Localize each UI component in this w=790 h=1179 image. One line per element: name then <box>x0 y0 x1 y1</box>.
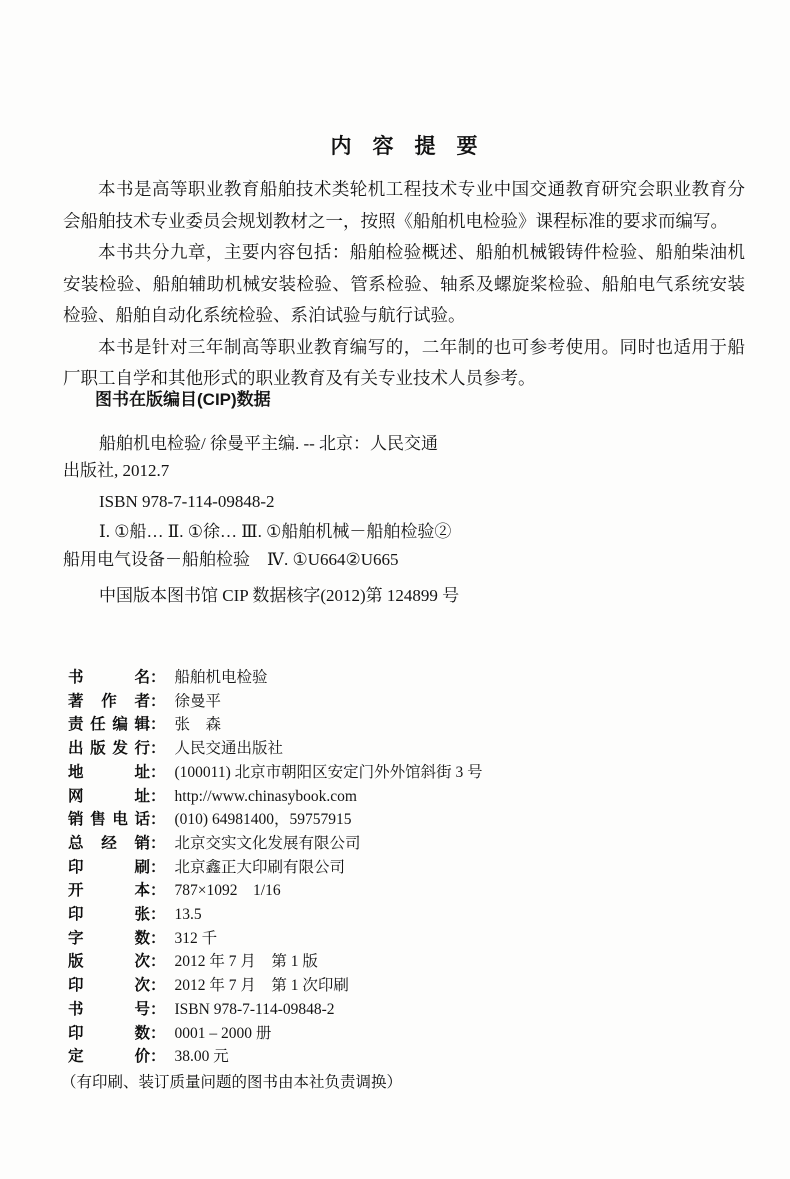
colophon-row <box>68 761 768 785</box>
colophon-label: 开 本 <box>68 882 150 900</box>
colophon-colon: ： <box>150 1024 166 1042</box>
colophon-value: 2012 年 7 月 第 1 版 <box>174 953 318 971</box>
colophon-value: 北京交实文化发展有限公司 <box>174 834 361 852</box>
colophon-row <box>68 1022 768 1046</box>
colophon-label: 书 名 <box>68 669 150 686</box>
colophon-label: 字 数 <box>68 929 150 947</box>
colophon-row <box>68 879 768 903</box>
colophon-label: 出 版 发 行 <box>68 740 150 758</box>
colophon-row <box>68 785 768 809</box>
colophon-row <box>68 927 768 951</box>
colophon-value: ISBN 978-7-114-09848-2 <box>174 1000 335 1018</box>
colophon-value: 787×1092 1/16 <box>174 882 281 900</box>
colophon-row <box>68 950 768 974</box>
colophon-value: 2012 年 7 月 第 1 次印刷 <box>174 977 349 995</box>
colophon-colon: ： <box>150 1000 166 1018</box>
colophon-colon: ： <box>150 669 166 686</box>
colophon-label: 印 张 <box>68 906 150 924</box>
colophon-value: 北京鑫正大印刷有限公司 <box>174 858 346 876</box>
colophon-value: 徐曼平 <box>174 692 222 710</box>
colophon-label: 著 作 者 <box>68 692 150 710</box>
summary-paragraph: 本书是高等职业教育船舶技术类轮机工程技术专业中国交通教育研究会职业教育分会船舶技术专业委员会规划教材之一，按照《船舶机电检验》课程标准的要求而编写。 <box>63 179 745 231</box>
colophon-colon: ： <box>150 953 166 971</box>
colophon-value: http://www.chinasybook.com <box>174 787 357 805</box>
colophon-colon: ： <box>150 787 166 805</box>
cip-block <box>63 386 745 610</box>
colophon-row <box>68 903 768 927</box>
colophon-note: （有印刷、装订质量问题的图书由本社负责调换） <box>61 1073 403 1091</box>
cip-classification-line: 船用电气设备－船舶检验 Ⅳ. ①U664②U665 <box>63 549 399 569</box>
colophon-label: 印 数 <box>68 1024 150 1042</box>
summary-heading: 内 容 提 要 <box>330 135 478 158</box>
colophon-colon: ： <box>150 858 166 876</box>
colophon-block <box>61 666 768 1095</box>
colophon-row <box>68 713 768 737</box>
colophon-value: 0001 – 2000 册 <box>174 1024 272 1042</box>
colophon-row <box>68 737 768 761</box>
colophon-label: 印 刷 <box>68 858 150 876</box>
colophon-row <box>68 666 768 690</box>
colophon-value: 张 森 <box>174 716 222 734</box>
colophon-row <box>68 690 768 714</box>
colophon-row <box>68 1045 768 1069</box>
cip-classification-line: Ⅰ. ①船… Ⅱ. ①徐… Ⅲ. ①船舶机械－船舶检验② <box>99 522 452 541</box>
colophon-colon: ： <box>150 1048 166 1066</box>
colophon-row <box>68 856 768 880</box>
colophon-colon: ： <box>150 929 166 947</box>
summary-paragraphs <box>63 174 745 395</box>
colophon-value: (010) 64981400，59757915 <box>174 811 352 829</box>
colophon-row <box>68 808 768 832</box>
colophon-colon: ： <box>150 977 166 995</box>
cip-registry-line: 中国版本图书馆 CIP 数据核字(2012)第 124899 号 <box>99 586 460 605</box>
colophon-colon: ： <box>150 834 166 852</box>
colophon-colon: ： <box>150 906 166 924</box>
colophon-colon: ： <box>150 811 166 829</box>
cip-isbn-line: ISBN 978-7-114-09848-2 <box>99 491 275 511</box>
cip-entry-line: 船舶机电检验/ 徐曼平主编. -- 北京：人民交通 <box>99 433 439 453</box>
colophon-colon: ： <box>150 740 166 758</box>
colophon-value: 312 千 <box>174 929 218 947</box>
cip-heading: 图书在版编目(CIP)数据 <box>95 390 271 409</box>
colophon-value: (100011) 北京市朝阳区安定门外外馆斜街 3 号 <box>174 763 483 781</box>
colophon-label: 销 售 电 话 <box>68 811 150 829</box>
colophon-label: 版 次 <box>68 953 150 971</box>
cip-entry-line: 出版社, 2012.7 <box>63 461 170 480</box>
colophon-row <box>68 974 768 998</box>
colophon-colon: ： <box>150 692 166 710</box>
colophon-colon: ： <box>150 716 166 734</box>
colophon-label: 责 任 编 辑 <box>68 716 150 734</box>
summary-paragraph: 本书共分九章，主要内容包括：船舶检验概述、船舶机械锻铸件检验、船舶柴油机安装检验、船舶辅助机械安装检验、管系检验、轴系及螺旋桨检验、船舶电气系统安装检验、船舶自动化系统检验、系泊试验与航行试验。 <box>63 242 745 325</box>
colophon-row <box>68 998 768 1022</box>
colophon-value: 人民交通出版社 <box>174 740 284 758</box>
colophon-label: 地 址 <box>68 763 150 781</box>
colophon-value: 38.00 元 <box>174 1048 229 1066</box>
colophon-value: 船舶机电检验 <box>174 669 268 686</box>
colophon-colon: ： <box>150 763 166 781</box>
colophon-label: 书 号 <box>68 1000 150 1018</box>
colophon-label: 总 经 销 <box>68 834 150 852</box>
summary-paragraph: 本书是针对三年制高等职业教育编写的，二年制的也可参考使用。同时也适用于船厂职工自学和其他形式的职业教育及有关专业技术人员参考。 <box>63 336 745 388</box>
colophon-label: 定 价 <box>68 1048 150 1066</box>
colophon-value: 13.5 <box>174 906 202 924</box>
colophon-label: 网 址 <box>68 787 150 805</box>
colophon-row <box>68 832 768 856</box>
colophon-colon: ： <box>150 882 166 900</box>
colophon-label: 印 次 <box>68 977 150 995</box>
